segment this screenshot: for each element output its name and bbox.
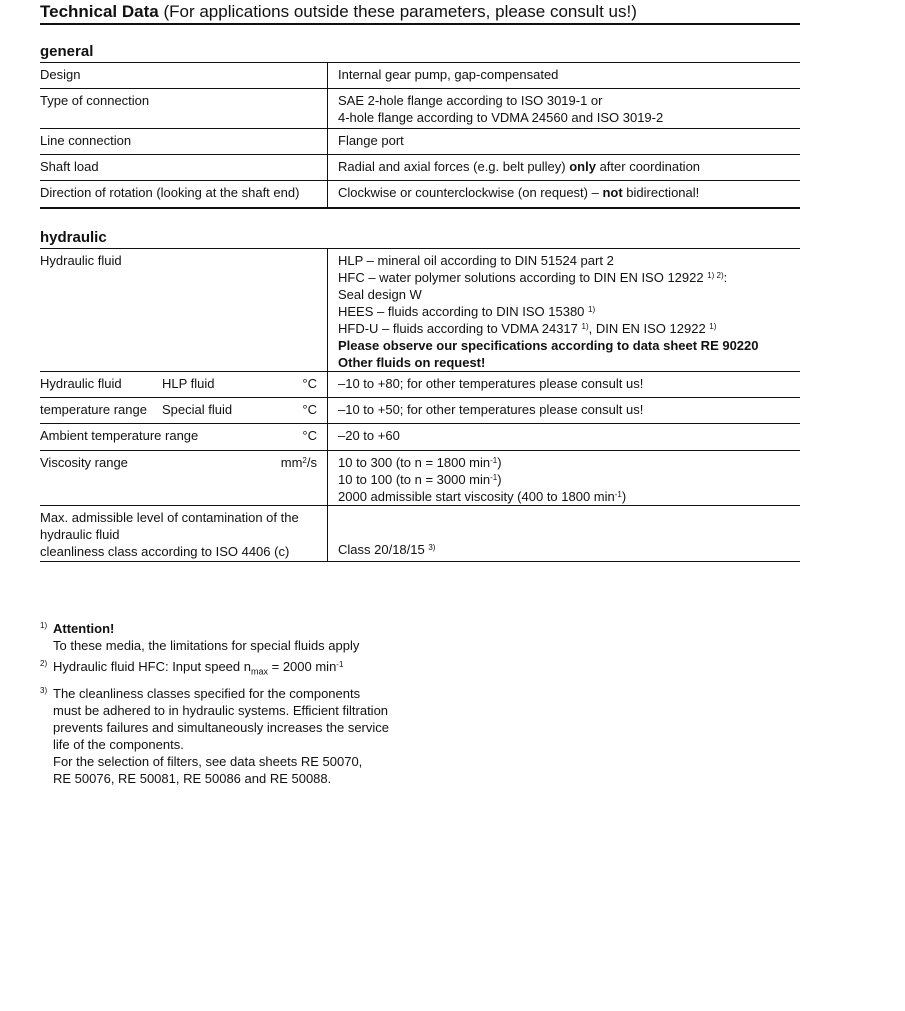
footnote-2: [40, 658, 460, 681]
label-line: Max. admissible level of contamination of the: [40, 509, 299, 525]
row-value: Flange port: [328, 129, 801, 155]
value-emphasis: not: [602, 185, 623, 200]
footnote-body: [53, 658, 460, 681]
footnote-number: 3): [40, 685, 48, 695]
footnote-ref: 1): [581, 321, 589, 331]
footnote-ref: 1): [709, 321, 717, 331]
footnote-body: [53, 685, 460, 787]
footnote-line: The cleanliness classes specified for the components: [53, 685, 361, 701]
value-text: 10 to 300 (to n = 1800 min: [338, 454, 491, 470]
label-text: Ambient temperature range: [40, 427, 199, 443]
value-text: 2000 admissible start viscosity (400 to 1800 min: [338, 488, 615, 504]
unit: [281, 454, 327, 471]
value-line: SAE 2-hole flange according to ISO 3019-1 or: [338, 93, 603, 108]
value-text: bidirectional!: [622, 185, 700, 200]
table-row: [40, 450, 800, 505]
value-line: HLP – mineral oil according to DIN 51524 part 2: [338, 252, 614, 268]
row-value: [328, 181, 801, 208]
row-label: [40, 423, 328, 450]
row-value: Internal gear pump, gap-compensated: [328, 63, 801, 89]
row-value: [328, 248, 801, 371]
unit-exponent: 2: [302, 455, 307, 465]
table-row: [40, 248, 800, 371]
table-row: [40, 129, 800, 155]
footnote-body: [53, 620, 460, 654]
table-row: [40, 63, 800, 89]
row-label: Design: [40, 63, 328, 89]
section-heading-general: general: [40, 43, 94, 60]
exponent: -1: [490, 472, 498, 482]
footnote-1: [40, 620, 460, 654]
label-text: Special fluid: [162, 401, 233, 417]
footnote-text: To these media, the limitations for special fluids apply: [53, 638, 360, 653]
footnote-text: = 2000 min: [268, 659, 337, 674]
label-text: Viscosity range: [40, 454, 128, 470]
value-line: [338, 488, 800, 505]
value-text: ): [497, 454, 502, 470]
value-text: 10 to 100 (to n = 3000 min: [338, 471, 491, 487]
value-text: HFC – water polymer solutions according to DIN EN ISO 12922: [338, 269, 708, 285]
value-text: HFD-U – fluids according to VDMA 24317: [338, 320, 582, 336]
table-row: [40, 89, 800, 129]
footnote-line: must be adhered to in hydraulic systems. Efficient filtration: [53, 702, 389, 718]
footnote-text: Hydraulic fluid HFC: Input speed n: [53, 659, 251, 674]
row-label: Type of connection: [40, 89, 328, 129]
unit: °C: [302, 401, 317, 417]
footnotes: [40, 620, 460, 787]
table-row: [40, 155, 800, 181]
table-row: [40, 505, 800, 561]
unit-text: mm: [280, 454, 303, 470]
value-line: [338, 454, 800, 471]
unit: °C: [302, 427, 317, 443]
value-text: Radial and axial forces (e.g. belt pulley): [338, 159, 570, 174]
value-text: ): [621, 488, 627, 504]
unit-text: /s: [306, 454, 317, 470]
exponent: -1: [336, 660, 344, 669]
row-label: Hydraulic fluid: [40, 248, 328, 371]
footnote-number: 1): [40, 621, 48, 630]
general-table: [40, 62, 800, 209]
value-text: after coordination: [595, 159, 701, 174]
row-label: Line connection: [40, 129, 328, 155]
value-text: Class 20/18/15: [338, 541, 429, 557]
section-heading-hydraulic: hydraulic: [40, 228, 107, 246]
label-text: HLP fluid: [162, 375, 215, 391]
footnote-3: [40, 685, 460, 787]
row-value: –10 to +50; for other temperatures please consult us!: [328, 397, 801, 423]
row-value: [328, 89, 801, 129]
row-value: –20 to +60: [328, 423, 801, 450]
table-row: [40, 397, 800, 423]
footnote-ref: 1) 2): [707, 270, 724, 280]
footnote-line: life of the components.: [53, 736, 184, 752]
title-bold: Technical Data: [40, 2, 159, 21]
unit: °C: [302, 375, 317, 391]
value-text: Clockwise or counterclockwise (on request) –: [338, 185, 603, 200]
value-text: HEES – fluids according to DIN ISO 15380: [338, 303, 589, 319]
exponent: -1: [490, 455, 498, 465]
table-row: [40, 181, 800, 208]
label-line: hydraulic fluid: [40, 526, 120, 542]
footnote-title: Attention!: [53, 621, 115, 636]
label-text: temperature range: [40, 401, 147, 417]
row-label: Shaft load: [40, 155, 328, 181]
table-row: [40, 423, 800, 450]
subscript: max: [250, 666, 268, 677]
footnote-line: For the selection of filters, see data sheets RE 50070,: [53, 753, 363, 769]
title-note: (For applications outside these parameters, please consult us!): [158, 2, 637, 21]
value-line: Other fluids on request!: [338, 354, 486, 370]
value-emphasis: only: [569, 159, 596, 174]
page-title: [40, 0, 800, 25]
hydraulic-table: [40, 248, 800, 562]
footnote-line: RE 50076, RE 50081, RE 50086 and RE 50088.: [53, 770, 332, 786]
row-label: [40, 397, 328, 423]
value-line: 4-hole flange according to VDMA 24560 and ISO 3019-2: [338, 110, 664, 125]
value-text: , DIN EN ISO 12922: [588, 320, 710, 336]
row-label: [40, 505, 328, 561]
footnote-number: 2): [40, 659, 48, 668]
label-line: cleanliness class according to ISO 4406 (c): [40, 543, 290, 559]
table-row: [40, 371, 800, 397]
value-line: [338, 269, 800, 286]
value-line: Please observe our specifications according to data sheet RE 90220: [338, 337, 759, 353]
row-value: –10 to +80; for other temperatures please consult us!: [328, 371, 801, 397]
value-line: Seal design W: [338, 286, 422, 302]
value-line: [338, 320, 800, 337]
row-value: [328, 505, 801, 561]
footnote-ref: 1): [588, 304, 596, 314]
row-label: [40, 371, 328, 397]
row-value: [328, 450, 801, 505]
value-line: [338, 303, 800, 320]
row-value: [328, 155, 801, 181]
footnote-line: prevents failures and simultaneously increases the service: [53, 719, 390, 735]
footnote-ref: 3): [428, 542, 436, 552]
technical-data-sheet: [40, 0, 800, 562]
exponent: -1: [614, 489, 622, 499]
value-line: [338, 471, 800, 488]
value-text: ): [497, 471, 502, 487]
value-text: :: [723, 269, 728, 285]
row-label: [40, 450, 328, 505]
row-label: Direction of rotation (looking at the shaft end): [40, 181, 328, 208]
label-text: Hydraulic fluid: [40, 375, 122, 391]
